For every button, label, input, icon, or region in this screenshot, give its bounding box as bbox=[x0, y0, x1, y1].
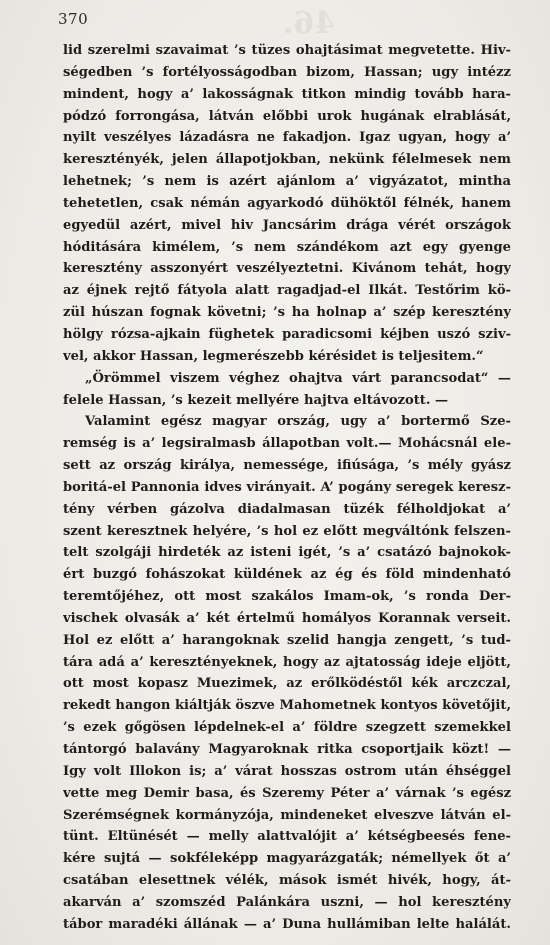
text-line: lid szerelmi szavaimat ’s tüzes ohajtásimat megvetette. Hiv- bbox=[63, 43, 511, 58]
page-number: 370 bbox=[58, 10, 89, 28]
text-line: ’s ezek gőgösen lépdelnek-el a’ földre szegzett szemekkel bbox=[63, 720, 511, 736]
text-line: tára adá a’ keresztényeknek, hogy az ajtatosság ideje eljött, bbox=[63, 654, 511, 670]
text-line: Hol ez előtt a’ harangoknak szelid hangja zengett, ’s tud- bbox=[63, 632, 511, 648]
text-line: keresztény asszonyért veszélyeztetni. Kivánom tehát, hogy bbox=[63, 261, 511, 277]
text-line: vel, akkor Hassan, legmerészebb kérésidet is teljesitem.“ bbox=[63, 348, 484, 364]
text-line: boritá-el Pannonia idves virányait. A’ pogány seregek keresz- bbox=[63, 479, 511, 495]
text-line: tehetetlen, csak némán agyarkodó dühöktől félnék, hanem bbox=[63, 195, 511, 211]
text-line: ért buzgó fohászokat küldének az ég és föld mindenható bbox=[63, 567, 511, 583]
text-line: Valamint egész magyar ország, ugy a’ bortermő Sze- bbox=[85, 414, 511, 430]
text-line: ott most kopasz Muezimek, az erőlködéstől kék arczczal, bbox=[63, 676, 511, 692]
text-line: egyedül azért, mivel hiv Jancsárim drága vérét országok bbox=[63, 217, 511, 233]
bleed-through-page-number: 46. bbox=[283, 6, 336, 41]
text-line: tábor maradéki állának — a’ Duna hullámiban lelte halálát. bbox=[63, 916, 511, 932]
text-line: felele Hassan, ’s kezeit mellyére hajtva eltávozott. — bbox=[63, 392, 449, 408]
text-line: szent keresztnek helyére, ’s hol ez előtt megváltónk felszen- bbox=[63, 523, 511, 539]
text-line: ségedben ’s fortélyosságodban bizom, Hassan; ugy intézz bbox=[63, 64, 511, 80]
text-line: telt szolgáji hirdeték az isteni igét, ’s a’ csatázó bajnokok- bbox=[63, 545, 511, 561]
text-line: hóditására kimélem, ’s nem szándékom azt egy gyenge bbox=[63, 239, 511, 255]
text-line: teremtőjéhez, ott most szakálos Imam-ok, ’s ronda Der- bbox=[63, 589, 511, 605]
text-line: kére sujtá — sokféleképp magyarázgaták; némellyek őt a’ bbox=[63, 851, 511, 867]
text-line: tántorgó balavány Magyaroknak ritka csoportjaik közt! — bbox=[63, 742, 511, 757]
text-line: sett az ország királya, nemessége, ifiúsága, ’s mély gyász bbox=[63, 458, 511, 474]
text-line: hölgy rózsa-ajkain füghetek paradicsomi kéjben uszó sziv- bbox=[63, 326, 511, 342]
text-line: az éjnek rejtő fátyola alatt ragadjad-el Ilkát. Testőrim kö- bbox=[63, 283, 511, 299]
text-line: akarván a’ szomszéd Palánkára uszni, — hol keresztény bbox=[63, 894, 511, 910]
text-line: Szerémségnek kormányzója, mindeneket elveszve látván el- bbox=[63, 807, 511, 823]
text-line: zül húszan fognak követni; ’s ha holnap a’ szép keresztény bbox=[63, 305, 511, 321]
text-line: pódzó forrongása, látván előbbi urok hugának elrablását, bbox=[63, 108, 511, 124]
text-line: tény vérben gázolva diadalmasan tüzék félholdjokat a’ bbox=[63, 501, 511, 517]
text-line: „Örömmel viszem véghez ohajtva várt parancsodat“ — bbox=[85, 370, 511, 386]
text-line: vette meg Demir basa, és Szeremy Péter a’ várnak ’s egész bbox=[63, 785, 511, 801]
body-text bbox=[63, 40, 511, 936]
text-line: vischek olvasák a’ két értelmű homályos Korannak verseit. bbox=[63, 610, 511, 626]
text-line: nyilt veszélyes lázadásra ne fakadjon. Igaz ugyan, hogy a’ bbox=[63, 130, 511, 146]
text-line: lehetnek; ’s nem is azért ajánlom a’ vigyázatot, mintha bbox=[63, 174, 511, 190]
text-line: keresztényék, jelen állapotjokban, nekünk félelmesek nem bbox=[63, 152, 511, 168]
text-line: csatában elesettnek vélék, mások ismét hivék, hogy, át- bbox=[63, 873, 511, 889]
text-line: Igy volt Illokon is; a’ várat hosszas ostrom után éhséggel bbox=[63, 763, 511, 779]
text-line: tünt. Eltünését — melly alattvalójit a’ kétségbeesés fene- bbox=[63, 829, 511, 845]
text-line: rekedt hangon kiáltják öszve Mahometnek kontyos követőjit, bbox=[63, 698, 511, 714]
text-line: mindent, hogy a’ lakosságnak titkon mindig tovább hara- bbox=[63, 86, 511, 102]
text-line: remség is a’ legsiralmasb állapotban volt.— Mohácsnál ele- bbox=[63, 436, 511, 452]
